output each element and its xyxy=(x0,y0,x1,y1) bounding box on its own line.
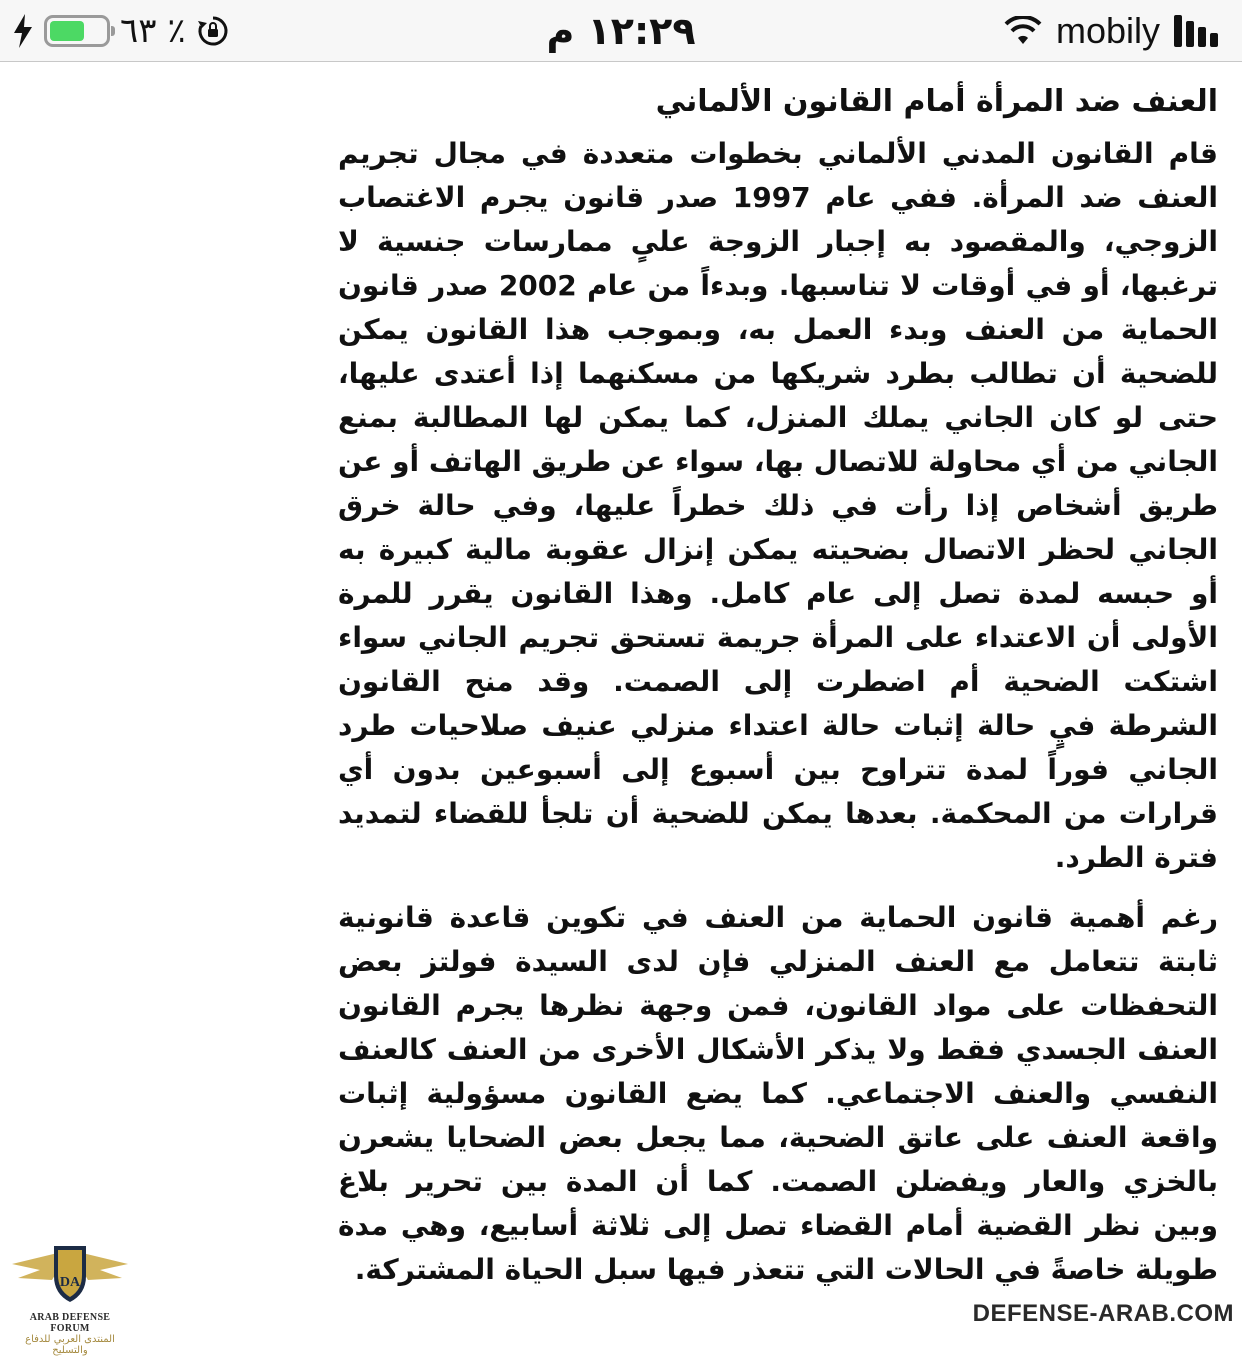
status-bar xyxy=(0,0,1242,62)
article xyxy=(338,70,1218,1308)
article-title: العنف ضد المرأة أمام القانون الألماني xyxy=(655,84,1218,119)
carrier-name: mobily xyxy=(1055,10,1160,51)
battery-percent: ٪ ٦٣ xyxy=(120,11,186,51)
forum-name-ar: المنتدى العربي للدفاع والتسليح xyxy=(25,1334,115,1356)
site-watermark: DEFENSE-ARAB.COM xyxy=(972,1300,1234,1327)
forum-name-en: ARAB DEFENSE FORUM xyxy=(29,1312,111,1334)
status-right xyxy=(1004,0,1224,62)
forum-logo xyxy=(10,1240,130,1356)
status-time: ١٢:٢٩ م xyxy=(546,9,696,53)
article-paragraph-2: رغم أهمية قانون الحماية من العنف في تكوين قاعدة قانونية ثابتة تتعامل مع العنف المنزلي فإن لدى السيدة فولتز بعض التحفظات على مواد القانون، فمن وجهة نظرها يجرم القانون العنف الجسدي فقط ولا يذكر الأشكال الأخرى من العنف كالعنف النفسي والعنف الاجتماعي. كما يضع القانون مسؤولية إثبات واقعة العنف على عاتق الضحية، مما يجعل بعض الضحايا يشعرن بالخزي والعار ويفضلن الصمت. كما أن المدة بين تحرير بلاغ وبين نظر القضية أمام القضاء تصل إلى ثلاثة أسابيع، وهي مدة طويلة خاصةً في الحالات التي تتعذر فيها سبل الحياة المشتركة. xyxy=(338,901,1218,1286)
article-paragraph-1: قام القانون المدني الألماني بخطوات متعددة في مجال تجريم العنف ضد المرأة. ففي عام 1997 صدر قانون يجرم الاغتصاب الزوجي، والمقصود به إجبار الزوجة علىٍ ممارسات جنسية لا ترغبها، أو في أوقات لا تناسبها. وبدءاً من عام 2002 صدر قانون الحماية من العنف وبدء العمل به، وبموجب هذا القانون يمكن للضحية أن تطالب بطرد شريكها من مسكنهما إذا أعتدى عليها، حتى لو كان الجاني يملك المنزل، كما يمكن لها المطالبة بمنع الجاني من أي محاولة للاتصال بها، سواء عن طريق الهاتف أو عن طريق أشخاص إذا رأت في ذلك خطراً عليها، وفي حالة خرق الجاني لحظر الاتصال بضحيته يمكن إنزال عقوبة مالية كبيرة به أو حبسه لمدة تصل إلى عام كامل. وهذا القانون يقرر للمرة الأولى أن الاعتداء على المرأة جريمة تستحق تجريم الجاني سواء اشتكت الضحية أم اضطرت إلى الصمت. وقد منح القانون الشرطة فيٍ حالة إثبات حالة اعتداء منزلي عنيف صلاحيات طرد الجاني فوراً لمدة تتراوح بين أسبوع إلى أسبوعين بدون أي قرارات من المحكمة. بعدها يمكن للضحية أن تلجأ للقضاء لتمديد فترة الطرد. xyxy=(338,137,1218,874)
eagle-shield-icon xyxy=(10,1240,130,1308)
wifi-icon xyxy=(1004,16,1042,46)
signal-bars-icon xyxy=(1174,15,1224,47)
logo-letters: DA xyxy=(59,1275,81,1290)
